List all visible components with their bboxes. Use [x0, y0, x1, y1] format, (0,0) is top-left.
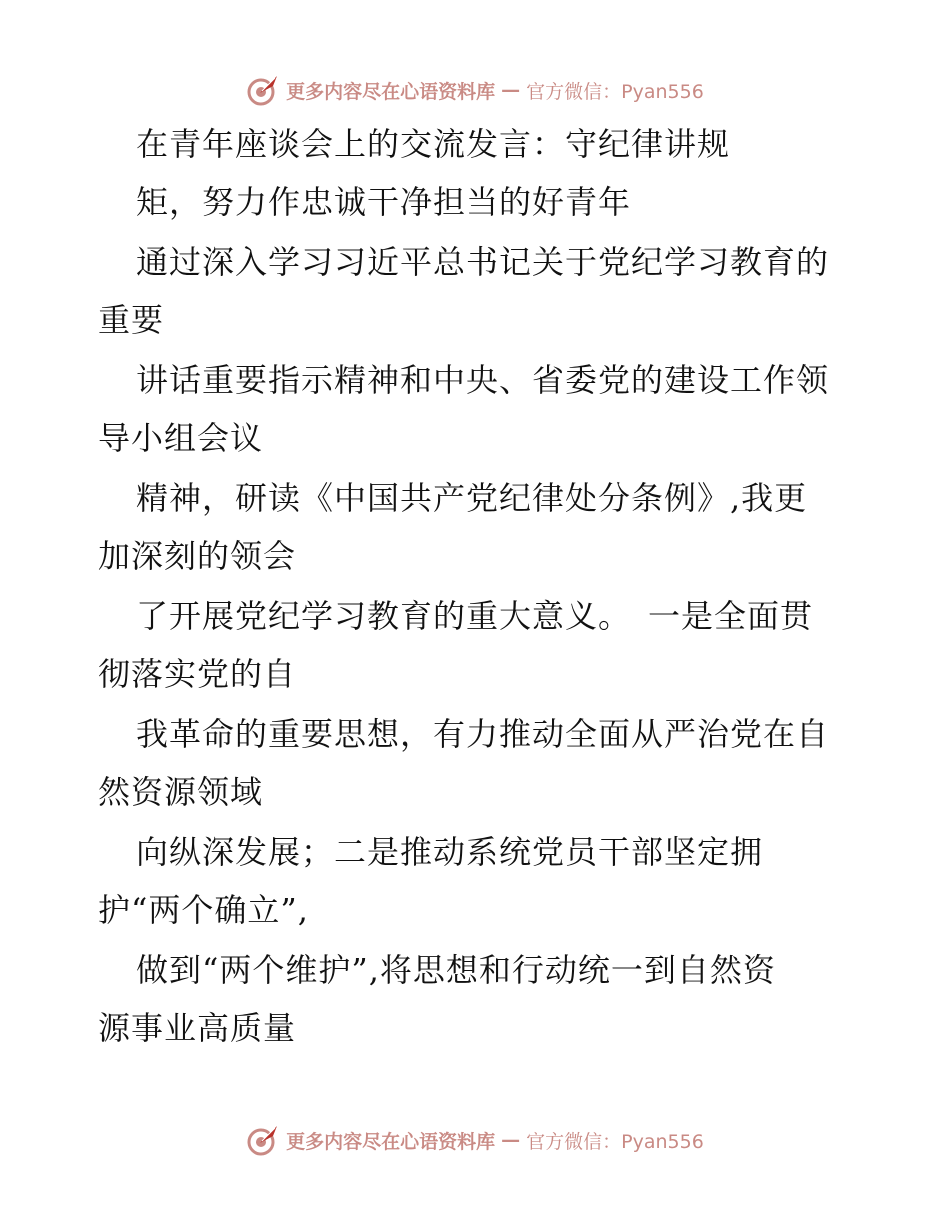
quill-logo-icon	[246, 1123, 280, 1157]
title-line-2: 矩，努力作忠诚干净担当的好青年	[136, 183, 632, 221]
quill-logo-icon	[246, 73, 280, 107]
banner-wechat-text: 官方微信：Pyan556	[526, 1130, 704, 1153]
paragraph-line: 做到“两个维护”,将思想和行动统一到自然资	[136, 951, 776, 989]
paragraph-line: 向纵深发展；二是推动系统党员干部坚定拥	[136, 833, 764, 871]
banner-separator: —	[501, 79, 521, 101]
paragraph-line: 导小组会议	[98, 419, 264, 457]
footer-banner	[0, 1120, 950, 1160]
header-banner	[0, 70, 950, 110]
paragraph-line: 源事业高质量	[98, 1009, 297, 1047]
paragraph-line: 讲话重要指示精神和中央、省委党的建设工作领	[136, 361, 830, 399]
paragraph-line: 我革命的重要思想，有力推动全面从严治党在自	[136, 715, 830, 753]
paragraph-line: 精神，研读《中国共产党纪律处分条例》,我更	[136, 479, 808, 517]
paragraph-line: 然资源领域	[98, 773, 264, 811]
banner-wechat-text: 官方微信：Pyan556	[526, 80, 704, 103]
paragraph-line: 加深刻的领会	[98, 537, 297, 575]
paragraph-line: 通过深入学习习近平总书记关于党纪学习教育的	[136, 243, 830, 281]
banner-site-text: 更多内容尽在心语资料库	[286, 80, 496, 103]
banner-site-text: 更多内容尽在心语资料库	[286, 1130, 496, 1153]
title-line-1: 在青年座谈会上的交流发言：守纪律讲规	[136, 125, 731, 163]
paragraph-line: 护“两个确立”,	[98, 891, 309, 929]
paragraph-line: 彻落实党的自	[98, 655, 297, 693]
paragraph-line: 重要	[98, 301, 165, 339]
banner-separator: —	[501, 1129, 521, 1151]
paragraph-line: 了开展党纪学习教育的重大意义。 一是全面贯	[136, 597, 814, 635]
